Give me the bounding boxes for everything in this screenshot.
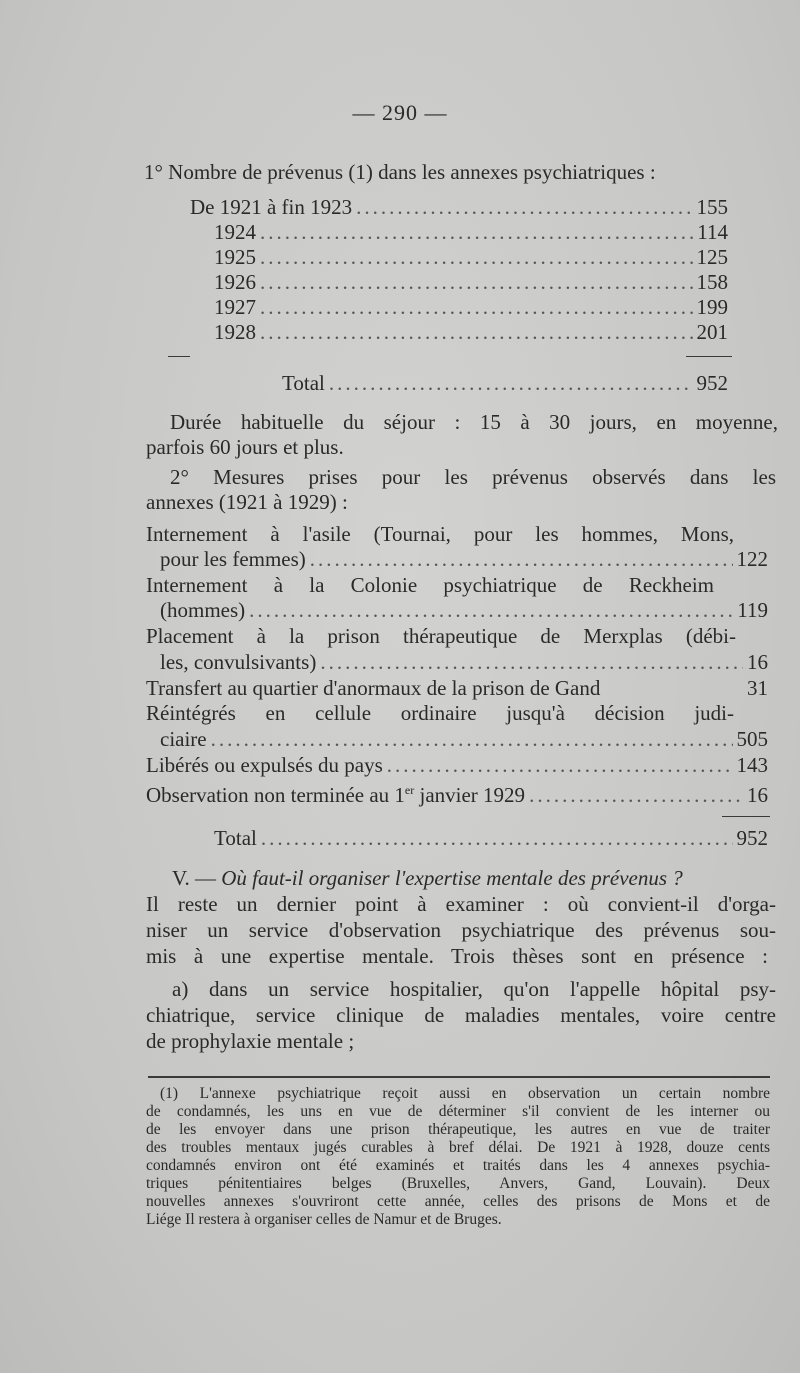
row-value: 155 bbox=[696, 195, 728, 219]
table-row bbox=[214, 295, 728, 321]
list-item: Internement à la Colonie psychiatrique de Reckheim bbox=[146, 573, 714, 597]
list-item: ciaire ..... 505 bbox=[160, 727, 768, 753]
divider bbox=[686, 356, 732, 357]
footnote-line: des troubles mentaux jugés curables à bref délai. De 1921 à 1928, douze cents bbox=[146, 1139, 770, 1156]
row-value: 125 bbox=[696, 245, 728, 269]
list-item: Placement à la prison thérapeutique de Merxplas (débi- bbox=[146, 624, 736, 648]
footnote-line: condamnés environ ont été examinés et traités dans les 4 annexes psychia- bbox=[146, 1157, 770, 1174]
table-row bbox=[214, 270, 728, 296]
divider bbox=[168, 356, 190, 357]
paragraph-line: a) dans un service hospitalier, qu'on l'appelle hôpital psy- bbox=[172, 977, 776, 1001]
total-label: Total bbox=[214, 826, 257, 850]
row-label: 1924 bbox=[214, 220, 256, 244]
footnote-line: triques pénitentiaires belges (Bruxelles, Anvers, Gand, Louvain). Deux bbox=[146, 1175, 770, 1192]
list-item: pour les femmes) ..... 122 bbox=[160, 547, 768, 573]
row-value: 201 bbox=[696, 320, 728, 344]
list-item: Internement à l'asile (Tournai, pour les hommes, Mons, bbox=[146, 522, 734, 546]
footnote-line: Liége Il restera à organiser celles de Namur et de Bruges. bbox=[146, 1211, 502, 1228]
section1-heading: 1° Nombre de prévenus (1) dans les annexes psychiatriques : bbox=[144, 160, 656, 184]
list-item: Libérés ou expulsés du pays ..... 143 bbox=[146, 753, 768, 779]
paragraph-line: Durée habituelle du séjour : 15 à 30 jours, en moyenne, bbox=[170, 410, 778, 434]
section2-heading-cont: annexes (1921 à 1929) : bbox=[146, 490, 348, 514]
paragraph-line: Il reste un dernier point à examiner : où convient-il d'orga- bbox=[146, 892, 776, 916]
list-item: Observation non terminée au 1er janvier 1929 ..... 16 bbox=[146, 778, 768, 809]
paragraph-line: niser un service d'observation psychiatrique des prévenus sou- bbox=[146, 918, 776, 942]
list-item: (hommes) ..... 119 bbox=[160, 598, 768, 624]
paragraph-line: parfois 60 jours et plus. bbox=[146, 435, 344, 459]
row-label: 1928 bbox=[214, 320, 256, 344]
table-row bbox=[214, 320, 728, 346]
paragraph-line: chiatrique, service clinique de maladies mentales, voire centre bbox=[146, 1003, 776, 1027]
footnote-line: de les envoyer dans une prison thérapeutique, les autres en vue de traiter bbox=[146, 1121, 770, 1138]
footnote-rule bbox=[148, 1076, 770, 1078]
page-number: — 290 — bbox=[352, 100, 448, 125]
item-value: 119 bbox=[737, 598, 768, 622]
row-label: 1925 bbox=[214, 245, 256, 269]
section2-heading: 2° Mesures prises pour les prévenus observés dans les bbox=[170, 465, 776, 489]
row-value: 114 bbox=[697, 220, 728, 244]
item-value: 122 bbox=[736, 547, 768, 571]
row-value: 199 bbox=[696, 295, 728, 319]
row-label: 1926 bbox=[214, 270, 256, 294]
table-row bbox=[214, 220, 728, 246]
list-item: Réintégrés en cellule ordinaire jusqu'à décision judi- bbox=[146, 701, 734, 725]
total-value: 952 bbox=[736, 826, 768, 850]
section5-heading: V. — Où faut-il organiser l'expertise mentale des prévenus ? bbox=[172, 866, 683, 890]
item-value: 505 bbox=[736, 727, 768, 751]
section5-title: Où faut-il organiser l'expertise mentale des prévenus ? bbox=[221, 866, 683, 890]
item-value: 143 bbox=[736, 753, 768, 777]
footnote-line: de condamnés, les uns en vue de déterminer s'il convient de les interner ou bbox=[146, 1103, 770, 1120]
divider bbox=[722, 816, 770, 817]
row-label: 1927 bbox=[214, 295, 256, 319]
list-item: Transfert au quartier d'anormaux de la prison de Gand 31 bbox=[146, 676, 768, 700]
total-label: Total bbox=[282, 371, 325, 395]
paragraph-line: de prophylaxie mentale ; bbox=[146, 1029, 355, 1053]
footnote-line: (1) L'annexe psychiatrique reçoit aussi en observation un certain nombre bbox=[160, 1085, 770, 1102]
list-item: les, convulsivants) ..... 16 bbox=[160, 650, 768, 676]
item-value: 31 bbox=[747, 676, 768, 700]
table-row bbox=[214, 245, 728, 271]
total-row bbox=[282, 371, 728, 397]
total-row bbox=[214, 826, 768, 852]
row-label: De 1921 à fin 1923 bbox=[190, 195, 353, 219]
row-value: 158 bbox=[696, 270, 728, 294]
item-value: 16 bbox=[747, 783, 768, 807]
total-value: 952 bbox=[696, 371, 728, 395]
footnote-line: nouvelles annexes s'ouvriront cette année, celles des prisons de Mons et de bbox=[146, 1193, 770, 1210]
item-value: 16 bbox=[747, 650, 768, 674]
paragraph-line: mis à une expertise mentale. Trois thèses sont en présence : bbox=[146, 944, 768, 968]
table-row bbox=[190, 195, 728, 221]
